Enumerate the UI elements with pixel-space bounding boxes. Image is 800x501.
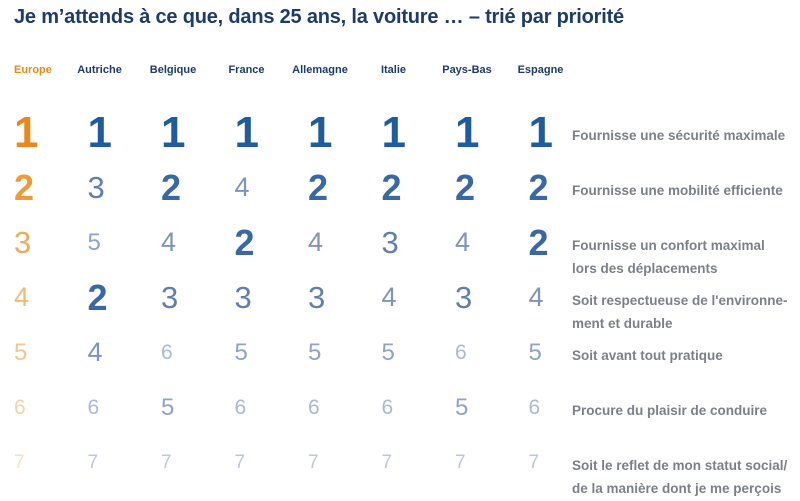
rank-europe: 2 xyxy=(14,166,35,208)
priority-table xyxy=(14,105,788,496)
criterion-label-line: Soit le reflet de mon statut social/ xyxy=(572,458,788,473)
column-header-label: Italie xyxy=(380,64,407,76)
rank-allemagne: 1 xyxy=(308,107,333,157)
column-header-label: Espagne xyxy=(517,64,564,76)
rank-france: 3 xyxy=(234,280,252,315)
rank-france: 7 xyxy=(234,452,246,473)
rank-allemagne: 4 xyxy=(308,227,324,257)
rank-france: 6 xyxy=(234,396,247,419)
rank-belgique: 6 xyxy=(161,341,173,364)
column-header-label: France xyxy=(228,64,265,76)
column-header-label: Pays-Bas xyxy=(442,64,492,76)
rank-allemagne: 7 xyxy=(308,452,319,473)
priority-row xyxy=(14,105,786,160)
rank-autriche: 4 xyxy=(87,337,103,367)
rank-pays-bas: 5 xyxy=(455,393,469,421)
rank-italie: 6 xyxy=(381,396,394,419)
rank-pays-bas: 1 xyxy=(455,107,480,157)
rank-italie: 2 xyxy=(381,166,402,208)
rank-pays-bas: 6 xyxy=(455,341,467,364)
criterion-label-line: Fournisse un confort maximal xyxy=(572,238,765,253)
column-headers xyxy=(14,62,786,78)
criterion-label-line: lors des déplacements xyxy=(572,261,718,276)
column-header-label: Allemagne xyxy=(292,64,348,76)
rank-europe: 3 xyxy=(14,225,32,260)
rank-italie: 5 xyxy=(381,338,395,366)
rank-espagne: 4 xyxy=(528,282,544,312)
rank-autriche: 2 xyxy=(87,276,108,318)
rank-pays-bas: 2 xyxy=(455,166,476,208)
rank-belgique: 1 xyxy=(161,107,186,157)
criterion-label xyxy=(572,325,786,380)
priority-row xyxy=(14,435,788,496)
rank-autriche: 1 xyxy=(87,107,112,157)
rank-europe: 6 xyxy=(14,396,26,419)
priority-row xyxy=(14,325,786,380)
rank-italie: 3 xyxy=(381,225,399,260)
column-header-label: Autriche xyxy=(77,64,122,76)
column-header-belgique xyxy=(149,62,235,78)
priority-row xyxy=(14,160,786,215)
rank-pays-bas: 3 xyxy=(455,280,473,315)
rank-belgique: 2 xyxy=(161,166,182,208)
rank-france: 4 xyxy=(234,172,250,202)
rank-italie: 7 xyxy=(381,452,393,473)
criterion-label xyxy=(572,380,786,435)
column-header-espagne xyxy=(517,62,573,78)
rank-espagne: 6 xyxy=(528,396,541,419)
rank-espagne: 5 xyxy=(528,338,542,366)
criterion-label xyxy=(572,160,786,215)
criterion-label-line: ment et durable xyxy=(572,316,673,331)
rank-italie: 4 xyxy=(381,282,397,312)
priority-row xyxy=(14,380,786,435)
rank-belgique: 4 xyxy=(161,227,177,257)
rank-belgique: 5 xyxy=(161,393,175,421)
priority-row xyxy=(14,270,788,331)
rank-europe: 1 xyxy=(14,107,39,157)
rank-europe: 7 xyxy=(14,452,25,473)
rank-pays-bas: 7 xyxy=(455,452,466,473)
rank-espagne: 1 xyxy=(528,107,553,157)
criterion-label xyxy=(572,105,786,160)
criterion-label xyxy=(572,435,786,500)
rank-allemagne: 6 xyxy=(308,396,320,419)
chart-title: Je m’attends à ce que, dans 25 ans, la voiture … – trié par priorité xyxy=(14,6,624,28)
rank-belgique: 3 xyxy=(161,280,179,315)
rank-allemagne: 5 xyxy=(308,338,322,366)
criterion-label-line: de la manière dont je me perçois xyxy=(572,481,782,496)
rank-autriche: 6 xyxy=(87,396,100,419)
rank-france: 5 xyxy=(234,338,248,366)
rank-europe: 5 xyxy=(14,338,28,366)
criterion-label-line: Soit respectueuse de l'environne- xyxy=(572,293,788,308)
criterion-label-line: Soit avant tout pratique xyxy=(572,348,723,363)
column-header-label: Belgique xyxy=(149,64,197,76)
rank-france: 2 xyxy=(234,221,255,263)
rank-autriche: 5 xyxy=(87,228,101,256)
criterion-label-line: Procure du plaisir de conduire xyxy=(572,403,768,418)
criterion-label-line: Fournisse une mobilité efficiente xyxy=(572,183,783,198)
column-header-allemagne xyxy=(292,62,382,78)
rank-allemagne: 3 xyxy=(308,280,326,315)
rank-belgique: 7 xyxy=(161,452,172,473)
rank-espagne: 2 xyxy=(528,166,549,208)
column-header-label: Europe xyxy=(14,64,52,76)
priority-row xyxy=(14,215,786,276)
rank-espagne: 2 xyxy=(528,221,549,263)
rank-autriche: 3 xyxy=(87,170,105,205)
rank-france: 1 xyxy=(234,107,259,157)
criterion-label-line: Fournisse une sécurité maximale xyxy=(572,128,786,143)
rank-autriche: 7 xyxy=(87,452,99,473)
rank-italie: 1 xyxy=(381,107,406,157)
rank-espagne: 7 xyxy=(528,452,540,473)
rank-pays-bas: 4 xyxy=(455,227,471,257)
rank-europe: 4 xyxy=(14,282,30,312)
rank-allemagne: 2 xyxy=(308,166,329,208)
